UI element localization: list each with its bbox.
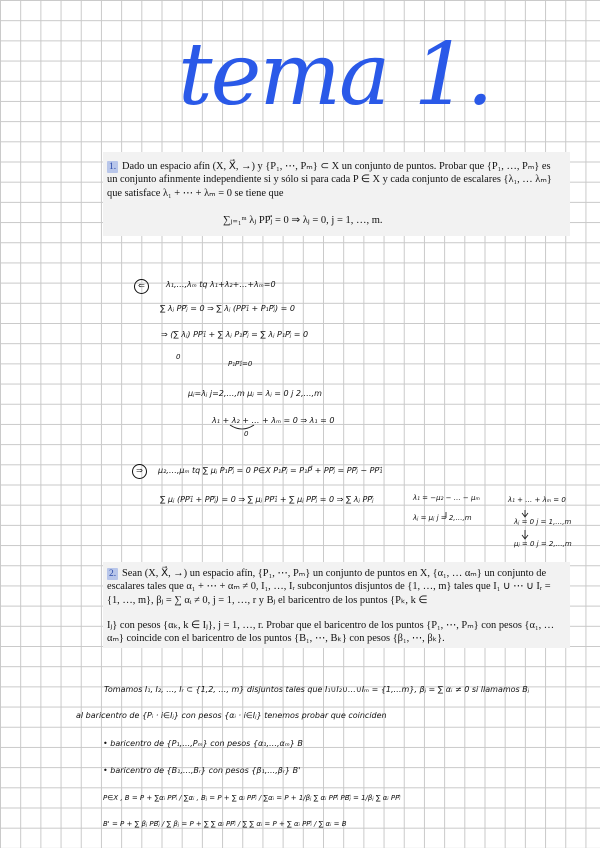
- work1-line-3-note: P₁P₁⃗=0: [228, 360, 253, 368]
- work3-line-2: al baricentro de {Pᵢ · i∈Iⱼ} con pesos {αᵢ · i∈Iⱼ} tenemos probar que coinciden: [76, 711, 387, 720]
- work2-right-5: μⱼ = 0 j = 2,…,m: [514, 540, 572, 548]
- implication-forward-icon: ⇐: [134, 279, 149, 294]
- problem-number-badge: 2.: [108, 569, 117, 579]
- work1-line-3: ⇒ (∑ λⱼ) PP₁⃗ + ∑ λⱼ P₁Pⱼ⃗ = ∑ λⱼ P₁Pⱼ⃗ = 0: [161, 330, 309, 339]
- work3-line-6: B' = P + ∑ βⱼ PBⱼ⃗ / ∑ βⱼ = P + ∑ ∑ αᵢ PPᵢ⃗ / ∑ ∑ αᵢ = P + ∑ αᵢ PPᵢ⃗ / ∑ αᵢ = B: [103, 820, 347, 828]
- work3-line-5: P∈X , B = P + ∑αᵢ PPᵢ⃗ / ∑αᵢ , Bⱼ = P + ∑ αᵢ PPᵢ⃗ / ∑αᵢ = P + 1/βⱼ ∑ αᵢ PPᵢ⃗ PBⱼ⃗ = 1/βⱼ ∑ αᵢ PPᵢ⃗: [103, 794, 401, 802]
- problem-number-badge: 1.: [108, 162, 117, 172]
- problem-2-text-2: Iⱼ} con pesos {αₖ, k ∈ Iⱼ}, j = 1, …, r. Probar que el baricentro de los puntos {P₁, ⋯, Pₘ} con pesos {α₁, … αₘ} coincide con el baricentro de los puntos {B₁, ⋯, Bₖ} con pesos {β₁, ⋯, βₖ}.: [107, 620, 555, 645]
- implication-backward-icon: ⇒: [132, 464, 147, 479]
- work3-line-3: • baricentro de {P₁,…,Pₘ} con pesos {α₁,…,αₘ} B: [103, 739, 303, 748]
- work1-line-1: λ₁,…,λₘ tq λ₁+λ₂+…+λₘ=0: [166, 280, 276, 289]
- work2-line-2: ∑ μⱼ (PP₁⃗ + PPⱼ⃗) = 0 ⇒ ∑ μⱼ PP₁⃗ + ∑ μⱼ PPⱼ⃗ = 0 ⇒ ∑ λⱼ PPⱼ⃗: [160, 495, 374, 504]
- work1-line-4: μⱼ=λⱼ j=2,…,m μⱼ = λⱼ = 0 j 2,…,m: [188, 389, 322, 398]
- work2-line-1: μ₂,…,μₘ tq ∑ μⱼ P₁Pⱼ⃗ = 0 P∈X P₁Pⱼ⃗ = P₁P⃗ + PPⱼ⃗ = PPⱼ⃗ − PP₁⃗: [158, 466, 383, 475]
- work1-line-3-zero: 0: [176, 353, 181, 361]
- work1-line-2: ∑ λⱼ PPⱼ⃗ = 0 ⇒ ∑ λⱼ (PP₁⃗ + P₁Pⱼ⃗) = 0: [160, 304, 295, 313]
- work3-line-1: Tomamos I₁, I₂, …, Iᵣ ⊂ {1,2, …, m} disjuntos tales que I₁∪I₂∪…∪Iₘ = {1,…m}, βⱼ = ∑ αᵢ ≠ 0 si llamamos Bⱼ: [104, 685, 530, 694]
- work2-right-3: λ₁ + … + λₘ = 0: [508, 496, 566, 504]
- problem-1-text: Dado un espacio afín (X, X⃗, →) y {P₁, ⋯, Pₘ} ⊂ X un conjunto de puntos. Probar que {P₁, …, Pₘ} es un conjunto afinmente independiente si y sólo si para cada P ∈ X y cada conjunto de escalares {λ₁, … λₘ} que satisface λ₁ + ⋯ + λₘ = 0 se tiene que: [107, 161, 552, 199]
- page-title: tema 1.: [178, 25, 492, 125]
- work1-line-5: λ₁ + λ₂ + … + λₘ = 0 ⇒ λ₁ = 0: [212, 416, 335, 425]
- work2-right-1: λ₁ = −μ₂ − … − μₘ: [413, 494, 480, 502]
- problem-1-equation: ∑ⱼ₌₁ᵐ λⱼ PPⱼ⃗ = 0 ⇒ λⱼ = 0, j = 1, …, m.: [223, 215, 383, 226]
- work3-line-4: • baricentro de {B₁,…,Bᵣ} con pesos {β₁,…,βᵣ} B': [103, 766, 301, 775]
- work2-right-4: λⱼ = 0 j = 1,…,m: [514, 518, 572, 526]
- work2-right-2: λⱼ = μⱼ j = 2,…,m: [413, 514, 472, 522]
- problem-2-text-1: Sean (X, X⃗, →) un espacio afín, {P₁, ⋯, Pₘ} un conjunto de puntos en X, {α₁, … αₘ} un conjunto de escalares tales que α₁ + ⋯ + αₘ ≠ 0, I₁, …, Iᵣ subconjuntos disjuntos de {1, …, m} tales que I₁ ∪ ⋯ ∪ Iᵣ = {1, …, m}, βⱼ = ∑ αᵢ ≠ 0, j = 1, …, r y Bⱼ el baricentro de los puntos {Pₖ, k ∈: [107, 568, 551, 606]
- work1-line-5-zero: 0: [244, 430, 249, 438]
